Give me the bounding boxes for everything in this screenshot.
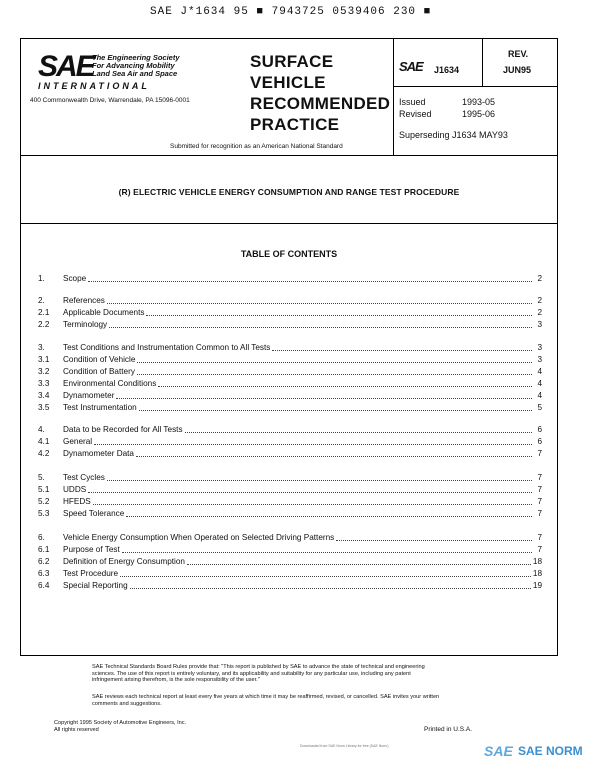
toc-entry-number: 2.1 xyxy=(38,308,50,317)
toc-entry-title: Condition of Battery xyxy=(63,367,135,376)
toc-entry[interactable] xyxy=(38,580,542,592)
toc-leader-dots xyxy=(158,378,532,387)
toc-entry-number: 3.5 xyxy=(38,403,50,412)
toc-entry-page: 7 xyxy=(537,509,542,518)
submitted-note: Submitted for recognition as an American National Standard xyxy=(170,143,343,150)
toc-entry-number: 6.3 xyxy=(38,569,50,578)
sae-norm-text: SAE NORM xyxy=(518,744,583,758)
toc-entry-number: 5.3 xyxy=(38,509,50,518)
download-note: Downloaded from SAE Norm Library for free (SAE Norm) xyxy=(300,744,389,748)
toc-entry-title: Test Conditions and Instrumentation Common to All Tests xyxy=(63,343,271,352)
toc-entry-page: 19 xyxy=(532,581,542,590)
toc-entry-page: 6 xyxy=(537,437,542,446)
toc-leader-dots xyxy=(88,484,532,493)
rules-line: sciences. The use of this report is entirely voluntary, and its applicability and suitability for any particular use, including any patent xyxy=(92,670,411,677)
superseding: Superseding J1634 MAY93 xyxy=(399,130,508,140)
toc-entry-title: Terminology xyxy=(63,320,108,329)
toc-entry-number: 6.1 xyxy=(38,545,50,554)
toc-entry-number: 4.2 xyxy=(38,449,50,458)
toc-entry-page: 2 xyxy=(537,274,542,283)
toc-entry-page: 18 xyxy=(532,569,542,578)
toc-leader-dots xyxy=(137,366,532,375)
toc-entry-title: Test Procedure xyxy=(63,569,119,578)
toc-entry[interactable] xyxy=(38,402,542,414)
toc-entry-title: Vehicle Energy Consumption When Operated on Selected Driving Patterns xyxy=(63,533,335,542)
toc-entry-number: 3.2 xyxy=(38,367,50,376)
toc-entry-number: 3.4 xyxy=(38,391,50,400)
toc-entry-title: Test Cycles xyxy=(63,473,105,482)
title-line: SURFACE xyxy=(250,52,334,71)
toc-entry[interactable] xyxy=(38,532,542,544)
toc-entry-title: Purpose of Test xyxy=(63,545,120,554)
toc-entry-page: 7 xyxy=(537,485,542,494)
org-line: The Engineering Society xyxy=(92,53,180,62)
toc-entry-title: Condition of Vehicle xyxy=(63,355,136,364)
copyright: Copyright 1995 Society of Automotive Engineers, Inc. xyxy=(54,720,187,726)
toc-entry[interactable] xyxy=(38,544,542,556)
toc-entry[interactable] xyxy=(38,472,542,484)
document-code: SAE J*1634 95 ■ 7943725 0539406 230 ■ xyxy=(150,6,432,18)
toc-leader-dots xyxy=(116,390,532,399)
review-note xyxy=(92,694,532,707)
toc-entry-page: 7 xyxy=(537,545,542,554)
document-type-title xyxy=(250,51,390,135)
toc-entry[interactable] xyxy=(38,366,542,378)
divider xyxy=(20,223,558,224)
toc-entry[interactable] xyxy=(38,568,542,580)
issued-date: 1993-05 xyxy=(462,97,496,107)
toc-entry-page: 5 xyxy=(537,403,542,412)
title-line: RECOMMENDED xyxy=(250,94,391,113)
toc-leader-dots xyxy=(137,354,532,363)
toc-entry-title: Speed Tolerance xyxy=(63,509,125,518)
toc-leader-dots xyxy=(107,472,532,481)
document-title: (R) ELECTRIC VEHICLE ENERGY CONSUMPTION AND RANGE TEST PROCEDURE xyxy=(118,187,460,197)
toc-leader-dots xyxy=(122,544,532,553)
toc-entry-number: 3. xyxy=(38,343,45,352)
toc-leader-dots xyxy=(120,568,531,577)
divider xyxy=(482,38,483,86)
rev-label: REV. xyxy=(508,49,529,59)
toc-entry-number: 6.2 xyxy=(38,557,50,566)
toc-entry-number: 6. xyxy=(38,533,45,542)
toc-entry-number: 4. xyxy=(38,425,45,434)
title-line: VEHICLE xyxy=(250,73,326,92)
toc-entry-page: 2 xyxy=(537,296,542,305)
toc-entry-page: 7 xyxy=(537,449,542,458)
toc-entry[interactable] xyxy=(38,295,542,307)
toc-entry[interactable] xyxy=(38,354,542,366)
toc-entry-page: 6 xyxy=(537,425,542,434)
toc-entry-page: 3 xyxy=(537,343,542,352)
toc-leader-dots xyxy=(187,556,531,565)
toc-entry-title: Definition of Energy Consumption xyxy=(63,557,185,566)
toc-leader-dots xyxy=(88,273,532,282)
toc-heading: TABLE OF CONTENTS xyxy=(240,249,338,259)
toc-entry-title: UDDS xyxy=(63,485,87,494)
revised-label: Revised xyxy=(399,109,432,119)
toc-leader-dots xyxy=(185,424,532,433)
toc-entry[interactable] xyxy=(38,556,542,568)
toc-entry-page: 4 xyxy=(537,391,542,400)
rev-date: JUN95 xyxy=(503,65,532,75)
toc-entry-page: 3 xyxy=(537,320,542,329)
address: 400 Commonwealth Drive, Warrendale, PA 15096-0001 xyxy=(30,97,190,104)
toc-leader-dots xyxy=(107,295,532,304)
org-tagline xyxy=(92,54,180,78)
review-line: SAE reviews each technical report at least every five years at which time it may be reaffirmed, revised, or cancelled. SAE invites your written xyxy=(92,694,440,700)
toc-entry[interactable] xyxy=(38,273,542,285)
toc-leader-dots xyxy=(130,580,531,589)
doc-number: J1634 xyxy=(434,65,460,75)
toc-entry-title: Data to be Recorded for All Tests xyxy=(63,425,183,434)
toc-entry-number: 2. xyxy=(38,296,45,305)
title-line: PRACTICE xyxy=(250,115,340,134)
toc-leader-dots xyxy=(93,496,532,505)
review-line: comments and suggestions. xyxy=(92,700,162,707)
rules-line: infringement arising therefrom, is the sole responsibility of the user." xyxy=(92,677,260,683)
issued-label: Issued xyxy=(399,97,426,107)
toc-entry[interactable] xyxy=(38,342,542,354)
toc-entry[interactable] xyxy=(38,424,542,436)
toc-entry[interactable] xyxy=(38,496,542,508)
toc-entry-page: 3 xyxy=(537,355,542,364)
toc-entry-number: 1. xyxy=(38,274,45,283)
toc-entry-title: Applicable Documents xyxy=(63,308,145,317)
toc-leader-dots xyxy=(126,508,532,517)
sae-mark: SAE xyxy=(399,59,423,74)
toc-entry[interactable] xyxy=(38,307,542,319)
toc-entry[interactable] xyxy=(38,448,542,460)
toc-entry-page: 7 xyxy=(537,497,542,506)
board-rules-note xyxy=(92,664,522,684)
toc-entry-title: References xyxy=(63,296,105,305)
toc-entry-page: 4 xyxy=(537,367,542,376)
toc-entry-number: 5.2 xyxy=(38,497,50,506)
toc-leader-dots xyxy=(146,307,532,316)
toc-entry[interactable] xyxy=(38,319,542,331)
toc-entry-number: 6.4 xyxy=(38,581,50,590)
toc-entry-number: 2.2 xyxy=(38,320,50,329)
toc-entry-title: General xyxy=(63,437,93,446)
toc-leader-dots xyxy=(139,402,532,411)
toc-entry-page: 7 xyxy=(537,473,542,482)
toc-entry-page: 7 xyxy=(537,533,542,542)
toc-entry-title: Scope xyxy=(63,274,87,283)
toc-leader-dots xyxy=(336,532,532,541)
toc-entry-title: Special Reporting xyxy=(63,581,128,590)
rights: All rights reserved xyxy=(54,727,99,733)
toc-entry-number: 5.1 xyxy=(38,485,50,494)
toc-entry[interactable] xyxy=(38,390,542,402)
printed-in: Printed in U.S.A. xyxy=(424,726,473,733)
toc-entry-page: 4 xyxy=(537,379,542,388)
toc-entry[interactable] xyxy=(38,508,542,520)
toc-leader-dots xyxy=(109,319,532,328)
toc-entry-title: HFEDS xyxy=(63,497,91,506)
sae-logo: SAE xyxy=(38,50,94,83)
toc-entry-number: 3.1 xyxy=(38,355,50,364)
toc-entry[interactable] xyxy=(38,436,542,448)
toc-leader-dots xyxy=(272,342,532,351)
toc-entry-page: 18 xyxy=(532,557,542,566)
toc-entry-number: 5. xyxy=(38,473,45,482)
toc-entry-title: Dynamometer xyxy=(63,391,115,400)
revised-date: 1995-06 xyxy=(462,109,496,119)
toc-entry-number: 3.3 xyxy=(38,379,50,388)
toc-entry[interactable] xyxy=(38,484,542,496)
sae-norm-logo: SAE xyxy=(484,743,513,759)
international-label: INTERNATIONAL xyxy=(38,81,150,91)
org-line: Land Sea Air and Space xyxy=(92,69,178,78)
toc-entry[interactable] xyxy=(38,378,542,390)
toc-entry-number: 4.1 xyxy=(38,437,50,446)
divider xyxy=(393,86,558,87)
toc-entry-title: Dynamometer Data xyxy=(63,449,134,458)
toc-leader-dots xyxy=(136,448,532,457)
divider xyxy=(20,155,558,156)
toc-leader-dots xyxy=(94,436,532,445)
rules-line: SAE Technical Standards Board Rules provide that: "This report is published by SAE to advance the state of technical and engineering xyxy=(92,664,425,670)
divider xyxy=(393,38,394,155)
toc-entry-title: Test Instrumentation xyxy=(63,403,137,412)
toc-entry-page: 2 xyxy=(537,308,542,317)
toc-entry-title: Environmental Conditions xyxy=(63,379,157,388)
org-line: For Advancing Mobility xyxy=(92,61,175,70)
